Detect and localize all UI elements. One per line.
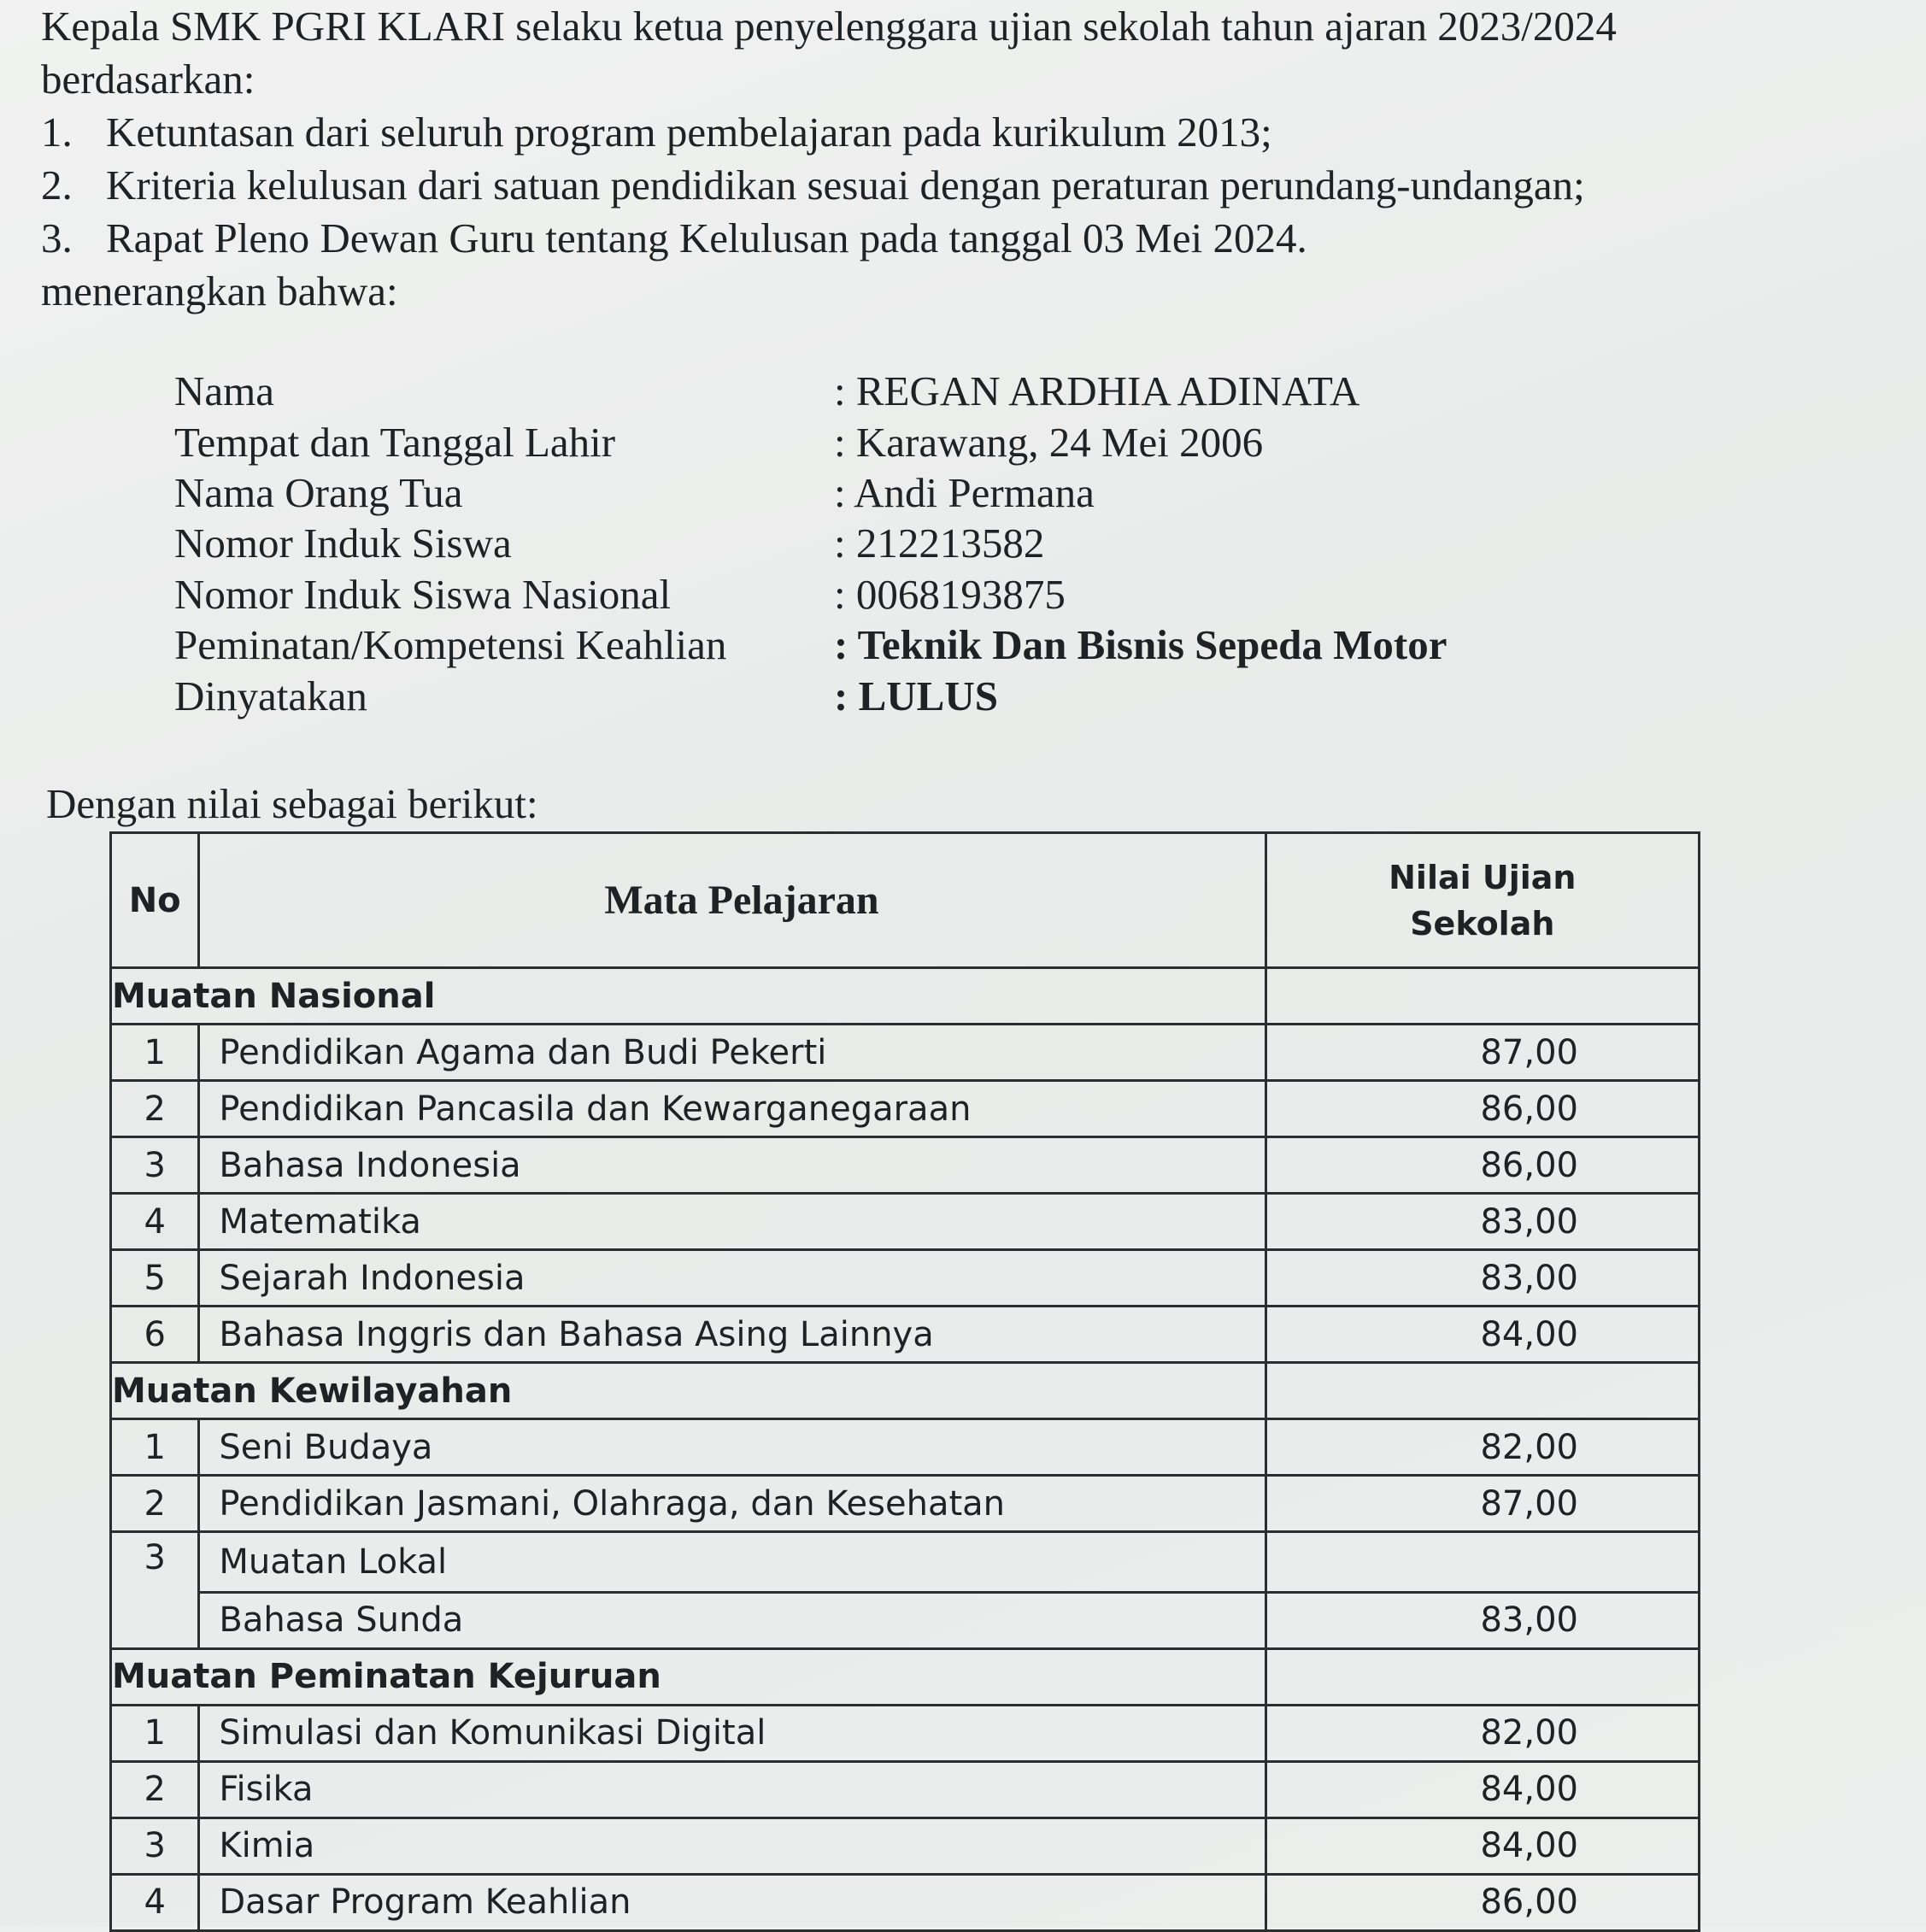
identity-row-name (174, 366, 1447, 416)
row-no: 2 (111, 1081, 199, 1137)
row-score: 82,00 (1265, 1705, 1699, 1761)
intro-paragraph (41, 0, 1887, 318)
row-no: 3 (111, 1532, 199, 1593)
header-subject: Mata Pelajaran (199, 833, 1265, 968)
row-no: 6 (111, 1307, 199, 1363)
row-subject: Pendidikan Agama dan Budi Pekerti (199, 1025, 1265, 1081)
row-subject: Bahasa Indonesia (199, 1137, 1265, 1194)
identity-value: : LULUS (834, 672, 998, 719)
identity-row-nis (174, 518, 1447, 568)
table-header-row (111, 833, 1700, 968)
row-no: 3 (111, 1137, 199, 1194)
section-title: Muatan Kewilayahan (111, 1363, 1266, 1419)
identity-row-birth (174, 416, 1447, 467)
row-subject: Seni Budaya (199, 1419, 1265, 1476)
table-row (111, 1081, 1700, 1137)
identity-value: : 0068193875 (834, 570, 1066, 618)
identity-value: : Teknik Dan Bisnis Sepeda Motor (834, 621, 1447, 669)
table-row (111, 1137, 1700, 1194)
row-subject: Sejarah Indonesia (199, 1250, 1265, 1307)
row-score (1265, 1532, 1699, 1593)
identity-label: Nama (174, 367, 274, 415)
row-subject: Bahasa Sunda (199, 1592, 1265, 1648)
row-no: 2 (111, 1761, 199, 1817)
table-row (111, 1250, 1700, 1307)
intro-line-2: berdasarkan: (41, 56, 255, 103)
row-score: 82,00 (1265, 1419, 1699, 1476)
row-subject: Muatan Lokal (199, 1532, 1265, 1593)
identity-value: : Andi Permana (834, 468, 1095, 516)
identity-value: : 212213582 (834, 520, 1045, 567)
criteria-number: 3. (41, 214, 73, 261)
section-title: Muatan Nasional (111, 968, 1266, 1025)
table-row (111, 1419, 1700, 1476)
identity-label: Nomor Induk Siswa (174, 520, 512, 567)
student-identity (174, 366, 1447, 721)
identity-label: Nama Orang Tua (174, 468, 463, 516)
identity-row-parent (174, 467, 1447, 518)
row-score: 86,00 (1265, 1081, 1699, 1137)
row-score: 84,00 (1265, 1817, 1699, 1874)
identity-value: : REGAN ARDHIA ADINATA (834, 367, 1360, 415)
table-row (111, 1476, 1700, 1532)
criteria-item (41, 212, 1887, 265)
row-no: 3 (111, 1817, 199, 1874)
identity-label: Nomor Induk Siswa Nasional (174, 570, 672, 618)
header-score-line-2: Sekolah (1410, 904, 1555, 943)
criteria-number: 2. (41, 161, 73, 208)
row-subject: Kimia (199, 1817, 1265, 1874)
row-subject: Matematika (199, 1194, 1265, 1250)
intro-line-1: Kepala SMK PGRI KLARI selaku ketua penyelenggara ujian sekolah tahun ajaran 2023/2024 (41, 3, 1617, 50)
table-row (111, 1025, 1700, 1081)
grades-table (109, 831, 1700, 1932)
row-no: 1 (111, 1025, 199, 1081)
row-subject: Simulasi dan Komunikasi Digital (199, 1705, 1265, 1761)
section-row (111, 968, 1700, 1025)
identity-value: : Karawang, 24 Mei 2006 (834, 418, 1264, 466)
header-score-line-1: Nilai Ujian (1389, 858, 1577, 896)
row-score: 83,00 (1265, 1194, 1699, 1250)
row-score: 83,00 (1265, 1592, 1699, 1648)
criteria-item (41, 159, 1887, 212)
table-row (111, 1705, 1700, 1761)
row-no: 1 (111, 1705, 199, 1761)
table-row (111, 1532, 1700, 1593)
section-score-cell (1265, 968, 1699, 1025)
table-row (111, 1817, 1700, 1874)
table-caption: Dengan nilai sebagai berikut: (46, 780, 538, 827)
header-no: No (111, 833, 199, 968)
criteria-list (41, 106, 1887, 265)
row-no: 4 (111, 1874, 199, 1930)
section-row (111, 1363, 1700, 1419)
row-no (111, 1592, 199, 1648)
identity-row-major (174, 620, 1447, 670)
row-score: 86,00 (1265, 1137, 1699, 1194)
criteria-text: Kriteria kelulusan dari satuan pendidikan sesuai dengan peraturan perundang-undangan; (106, 161, 1585, 208)
header-score (1265, 833, 1699, 968)
row-score: 83,00 (1265, 1250, 1699, 1307)
row-subject: Bahasa Inggris dan Bahasa Asing Lainnya (199, 1307, 1265, 1363)
section-score-cell (1265, 1648, 1699, 1705)
criteria-text: Rapat Pleno Dewan Guru tentang Kelulusan pada tanggal 03 Mei 2024. (106, 214, 1307, 261)
identity-label: Tempat dan Tanggal Lahir (174, 418, 616, 466)
row-score: 87,00 (1265, 1476, 1699, 1532)
row-subject: Fisika (199, 1761, 1265, 1817)
identity-row-status (174, 670, 1447, 720)
row-no: 4 (111, 1194, 199, 1250)
table-row (111, 1194, 1700, 1250)
criteria-number: 1. (41, 109, 73, 156)
identity-label: Peminatan/Kompetensi Keahlian (174, 621, 727, 669)
row-score: 86,00 (1265, 1874, 1699, 1930)
intro-closing: menerangkan bahwa: (41, 267, 398, 314)
table-row (111, 1874, 1700, 1930)
row-no: 1 (111, 1419, 199, 1476)
section-row (111, 1648, 1700, 1705)
row-subject: Pendidikan Jasmani, Olahraga, dan Kesehatan (199, 1476, 1265, 1532)
row-score: 84,00 (1265, 1761, 1699, 1817)
row-score: 87,00 (1265, 1025, 1699, 1081)
row-score: 84,00 (1265, 1307, 1699, 1363)
identity-row-nisn (174, 569, 1447, 620)
criteria-item (41, 106, 1887, 159)
section-score-cell (1265, 1363, 1699, 1419)
section-title: Muatan Peminatan Kejuruan (111, 1648, 1266, 1705)
table-row (111, 1761, 1700, 1817)
criteria-text: Ketuntasan dari seluruh program pembelajaran pada kurikulum 2013; (106, 109, 1272, 156)
row-no: 5 (111, 1250, 199, 1307)
table-row (111, 1307, 1700, 1363)
row-subject: Dasar Program Keahlian (199, 1874, 1265, 1930)
row-subject: Pendidikan Pancasila dan Kewarganegaraan (199, 1081, 1265, 1137)
identity-label: Dinyatakan (174, 672, 367, 719)
row-no: 2 (111, 1476, 199, 1532)
table-row (111, 1592, 1700, 1648)
